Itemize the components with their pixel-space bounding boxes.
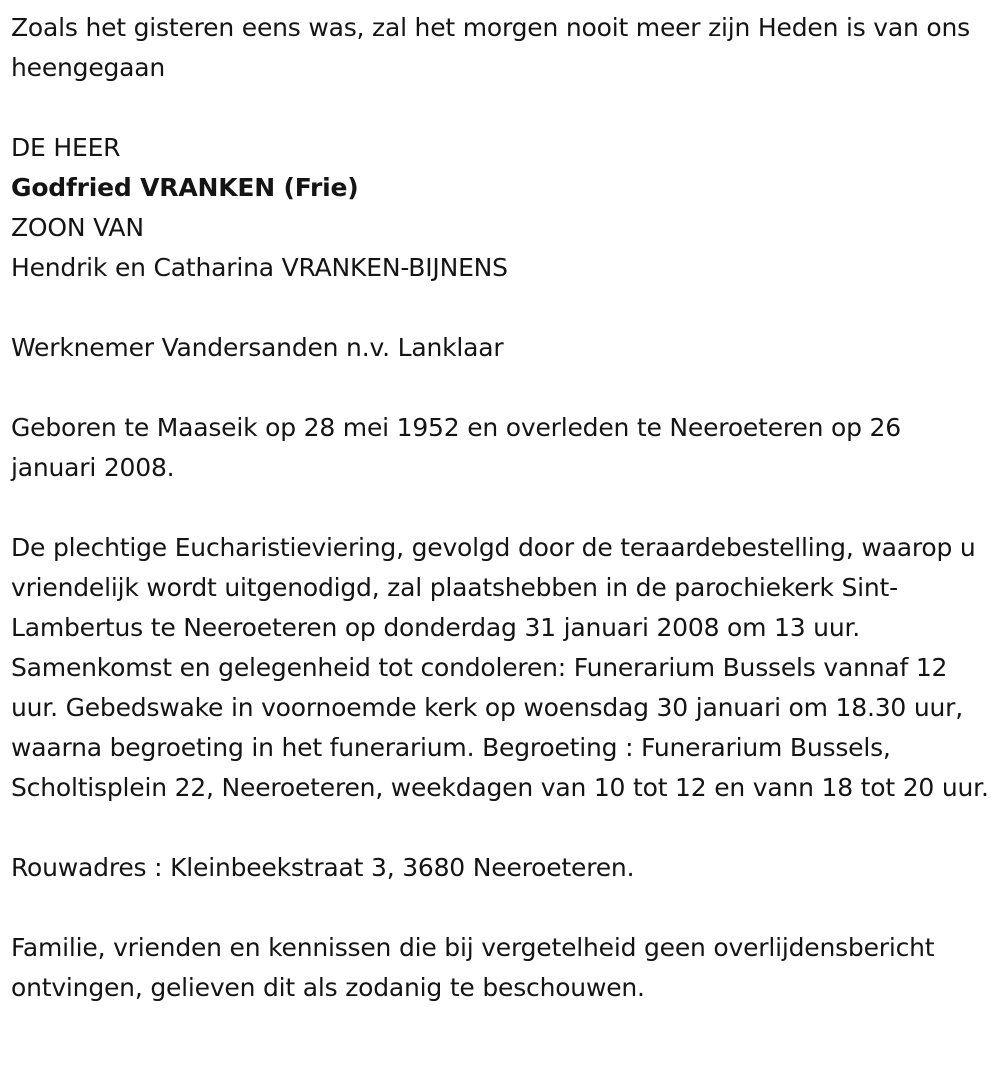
parents-text: Hendrik en Catharina VRANKEN-BIJNENS	[11, 253, 508, 282]
spacer	[11, 888, 991, 928]
title-text: DE HEER	[11, 133, 121, 162]
spacer	[11, 288, 991, 328]
ceremony-text: De plechtige Eucharistieviering, gevolgd door de teraardebestelling, waarop u vriendelijk wordt uitgenodigd, zal plaatshebben in de parochiekerk Sint-Lambertus te Neeroeteren op donderdag 31 januari 2008 om 13 uur. Samenkomst en gelegenheid tot condoleren: Funerarium Bussels vannaf 12 uur. Gebedswake in voornoemde kerk op woensdag 30 januari om 18.30 uur, waarna begroeting in het funerarium. Begroeting : Funerarium Bussels, Scholtisplein 22, Neeroeteren, weekdagen van 10 tot 12 en vann 18 tot 20 uur.	[11, 533, 989, 802]
deceased-name: Godfried VRANKEN (Frie)	[11, 173, 359, 202]
closing-text: Familie, vrienden en kennissen die bij vergetelheid geen overlijdensbericht ontvingen, gelieven dit als zodanig te beschouwen.	[11, 933, 935, 1002]
occupation-text: Werknemer Vandersanden n.v. Lanklaar	[11, 333, 504, 362]
obituary-document	[11, 8, 991, 1008]
birth-death-text: Geboren te Maaseik op 28 mei 1952 en overleden te Neeroeteren op 26 januari 2008.	[11, 413, 901, 482]
spacer	[11, 488, 991, 528]
spacer	[11, 368, 991, 408]
spacer	[11, 808, 991, 848]
intro-text: Zoals het gisteren eens was, zal het morgen nooit meer zijn Heden is van ons heengegaan	[11, 13, 970, 82]
address-text: Rouwadres : Kleinbeekstraat 3, 3680 Neeroeteren.	[11, 853, 635, 882]
spacer	[11, 88, 991, 128]
son-of-label: ZOON VAN	[11, 213, 144, 242]
